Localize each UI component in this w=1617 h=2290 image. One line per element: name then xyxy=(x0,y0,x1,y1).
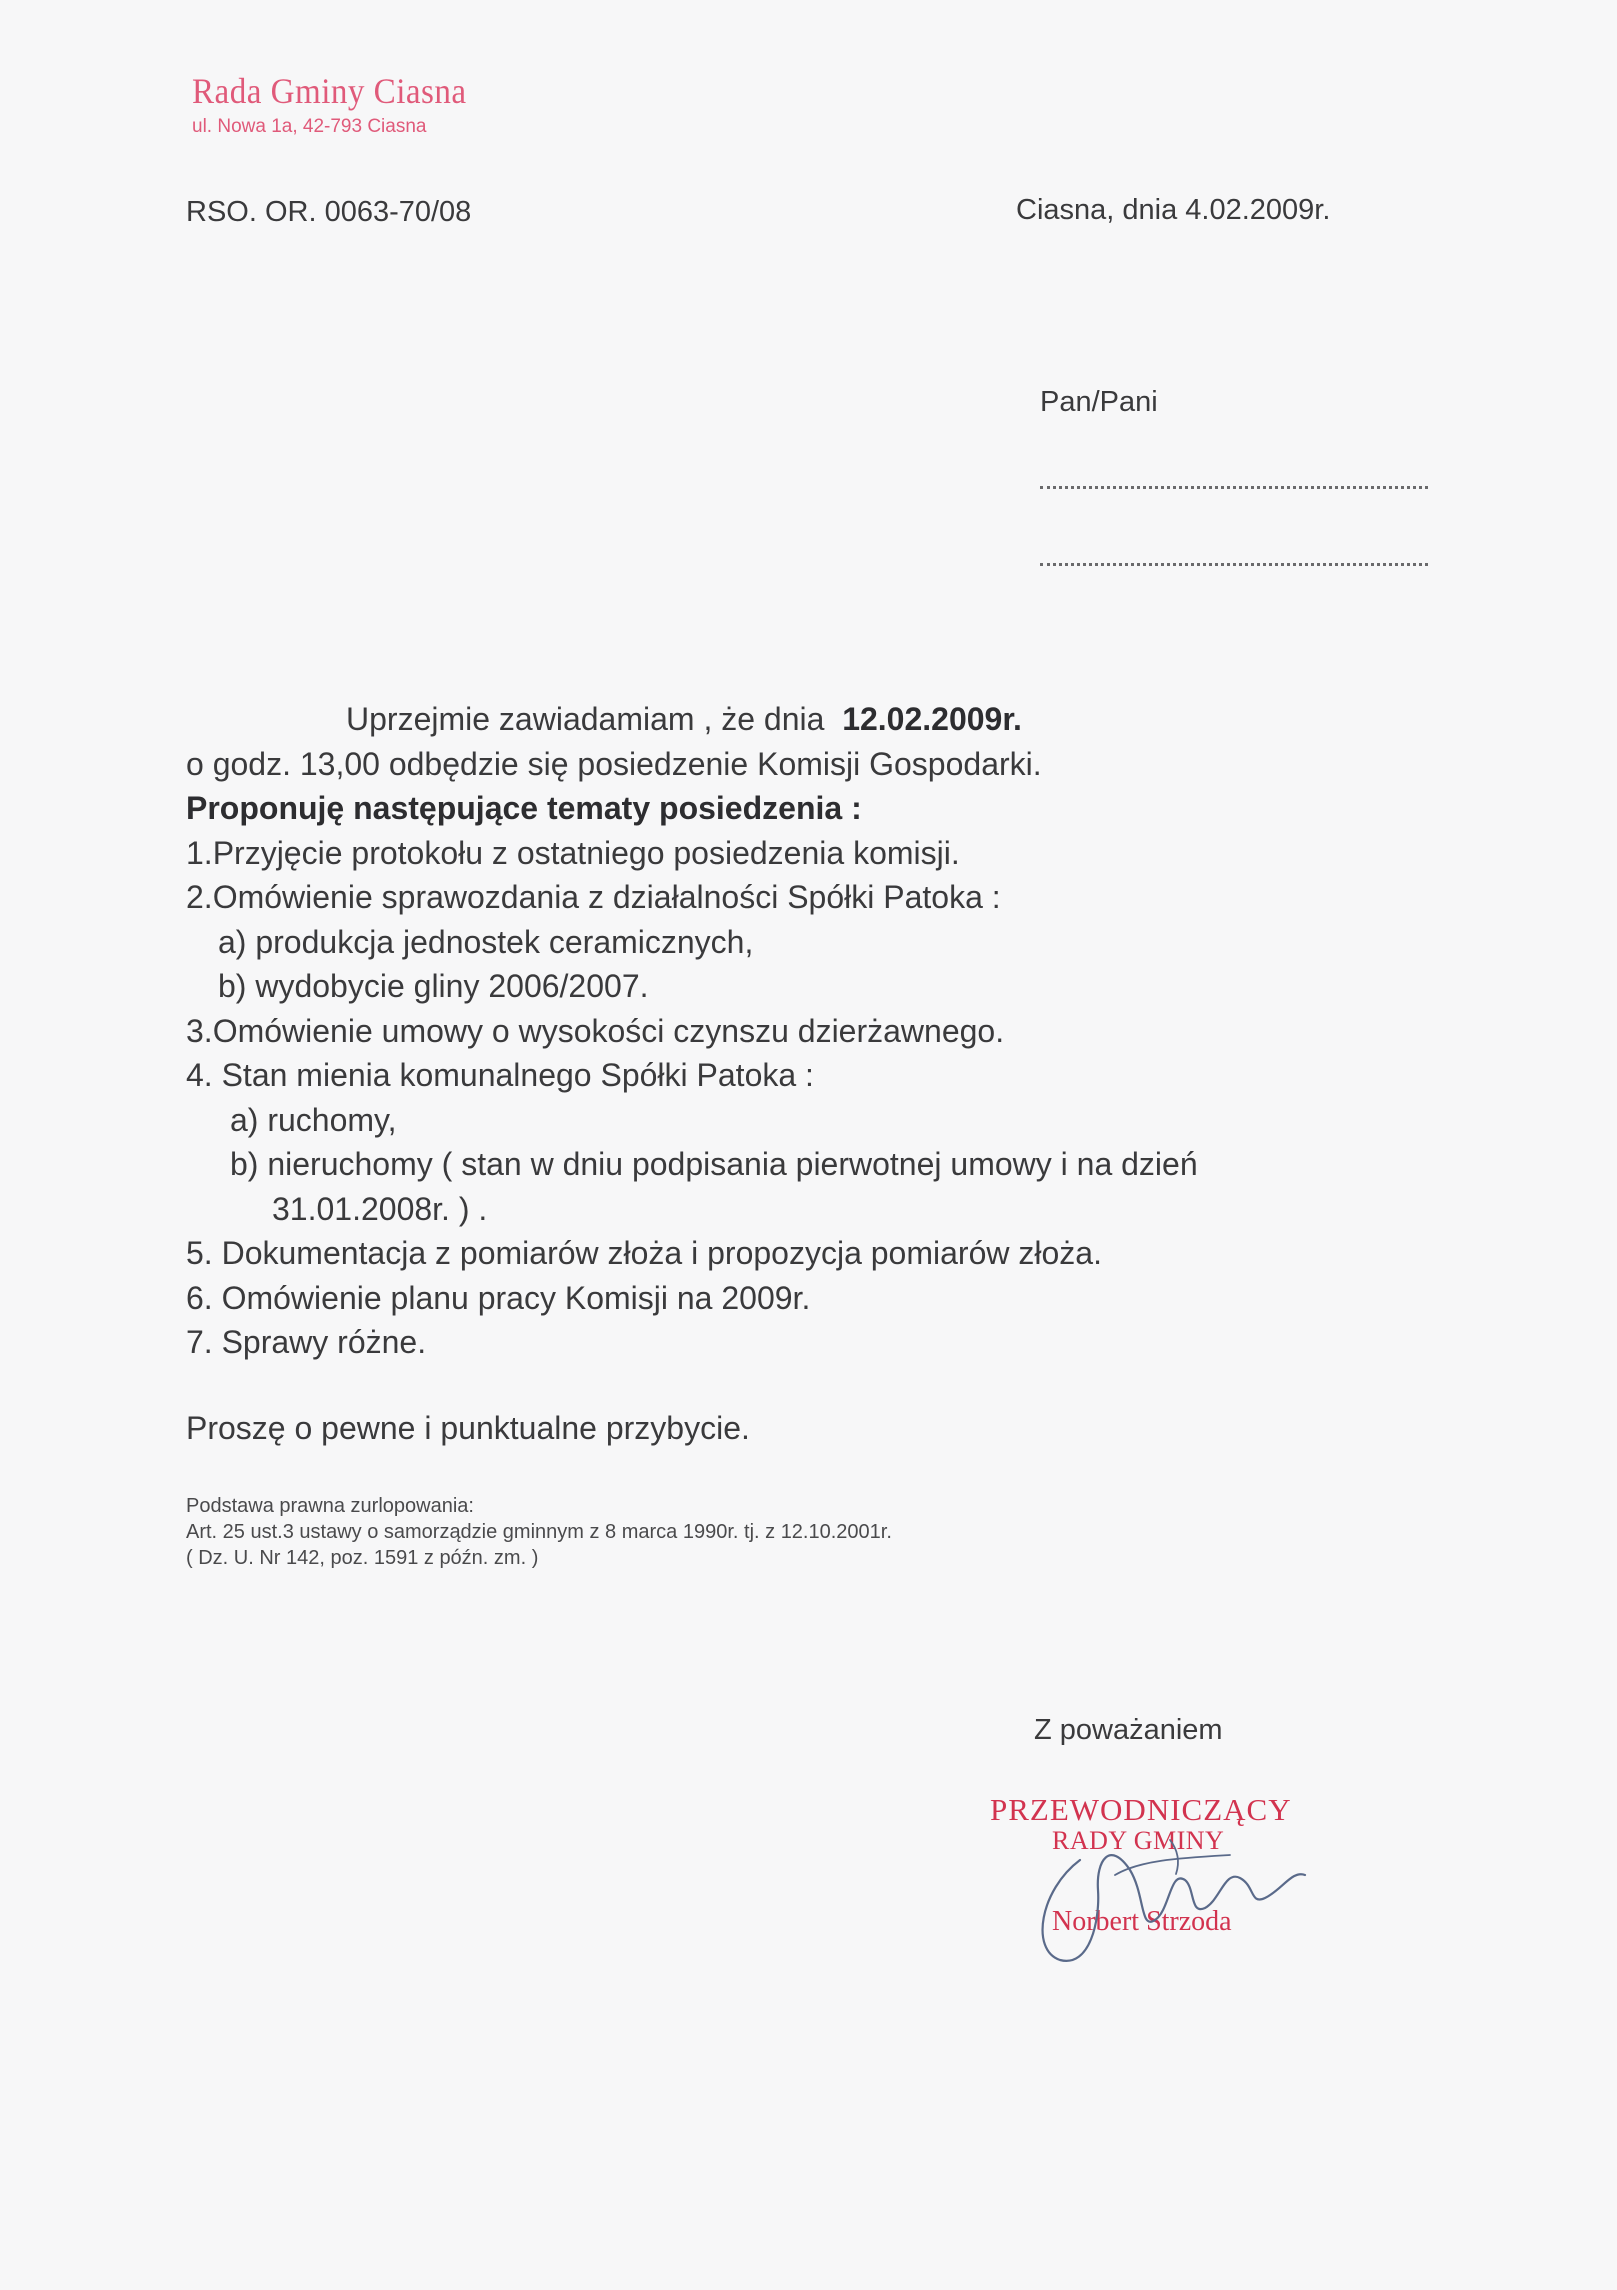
regards: Z poważaniem xyxy=(1034,1714,1223,1746)
agenda-item-5: 5. Dokumentacja z pomiarów złoża i propozycja pomiarów złoża. xyxy=(186,1235,1102,1271)
stamp-title: PRZEWODNICZĄCY xyxy=(990,1792,1292,1827)
organization-address: ul. Nowa 1a, 42-793 Ciasna xyxy=(192,116,427,137)
agenda-item-4b: b) nieruchomy ( stan w dniu podpisania pierwotnej umowy i na dzień xyxy=(230,1146,1198,1182)
legal-basis-heading: Podstawa prawna zurlopowania: xyxy=(186,1495,474,1517)
handwritten-signature xyxy=(1020,1800,1320,1970)
stamp-name: Norbert Strzoda xyxy=(1052,1906,1232,1937)
topics-heading: Proponuję następujące tematy posiedzenia : xyxy=(186,790,862,826)
agenda-item-2a: a) produkcja jednostek ceramicznych, xyxy=(218,923,754,960)
addressee-line-1 xyxy=(1040,486,1428,489)
place-date: Ciasna, dnia 4.02.2009r. xyxy=(1016,194,1331,226)
meeting-date: 12.02.2009r. xyxy=(842,701,1022,737)
agenda-item-6: 6. Omówienie planu pracy Komisji na 2009r. xyxy=(186,1279,811,1316)
organization-stamp xyxy=(192,70,490,138)
agenda-item-2: 2.Omówienie sprawozdania z działalności Spółki Patoka : xyxy=(186,879,1001,915)
letter-body xyxy=(186,697,1198,1365)
reference-number: RSO. OR. 0063-70/08 xyxy=(186,196,472,228)
closing-request: Proszę o pewne i punktualne przybycie. xyxy=(186,1410,750,1446)
agenda-item-4b-continued: 31.01.2008r. ) . xyxy=(272,1190,488,1227)
intro-prefix: Uprzejmie zawiadamiam , że dnia xyxy=(346,701,825,737)
organization-name: Rada Gminy Ciasna xyxy=(192,71,467,111)
agenda-item-4: 4. Stan mienia komunalnego Spółki Patoka : xyxy=(186,1057,814,1093)
legal-basis-article: Art. 25 ust.3 ustawy o samorządzie gminnym z 8 marca 1990r. tj. z 12.10.2001r. xyxy=(186,1521,892,1543)
addressee-label: Pan/Pani xyxy=(1040,386,1158,418)
legal-basis-journal: ( Dz. U. Nr 142, poz. 1591 z późn. zm. ) xyxy=(186,1547,539,1569)
agenda-item-4a: a) ruchomy, xyxy=(230,1101,397,1138)
agenda-item-3: 3.Omówienie umowy o wysokości czynszu dzierżawnego. xyxy=(186,1012,1005,1049)
intro-line xyxy=(186,697,1198,742)
legal-basis xyxy=(186,1493,892,1571)
meeting-line: o godz. 13,00 odbędzie się posiedzenie Komisji Gospodarki. xyxy=(186,745,1042,782)
agenda-item-7: 7. Sprawy różne. xyxy=(186,1324,427,1360)
agenda-item-1: 1.Przyjęcie protokołu z ostatniego posiedzenia komisji. xyxy=(186,834,960,871)
agenda-item-2b: b) wydobycie gliny 2006/2007. xyxy=(218,968,649,1004)
stamp-council: RADY GMINY xyxy=(1052,1826,1225,1855)
addressee-line-2 xyxy=(1040,563,1428,566)
